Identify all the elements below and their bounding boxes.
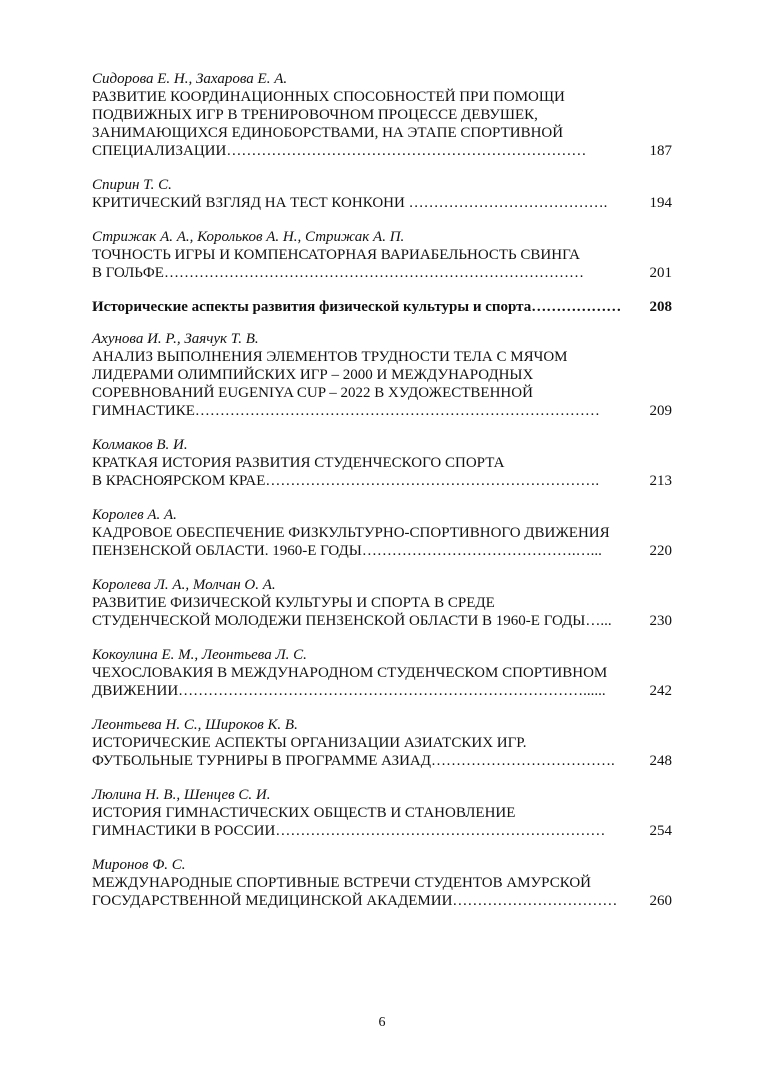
- toc-entry-authors: Леонтьева Н. С., Широков К. В.: [92, 717, 298, 733]
- toc-entry-title: [92, 874, 640, 910]
- toc-entry-title-line: ФУТБОЛЬНЫЕ ТУРНИРЫ В ПРОГРАММЕ АЗИАД……………………………….: [92, 753, 615, 769]
- toc-entry-title-line: ЗАНИМАЮЩИХСЯ ЕДИНОБОРСТВАМИ, НА ЭТАПЕ СПОРТИВНОЙ: [92, 125, 564, 141]
- toc-entry-authors: Сидорова Е. Н., Захарова Е. А.: [92, 71, 288, 87]
- toc-entry-authors: Кокоулина Е. М., Леонтьева Л. С.: [92, 647, 307, 663]
- toc-entry-title-line: ТОЧНОСТЬ ИГРЫ И КОМПЕНСАТОРНАЯ ВАРИАБЕЛЬНОСТЬ СВИНГА: [92, 247, 580, 263]
- toc-entry-page-number: 260: [649, 893, 672, 909]
- toc-entry-title-line: ЧЕХОСЛОВАКИЯ В МЕЖДУНАРОДНОМ СТУДЕНЧЕСКОМ СПОРТИВНОМ: [92, 665, 608, 681]
- toc-entry: [92, 786, 680, 840]
- toc-entry-title: [92, 524, 640, 560]
- toc-entry: [92, 176, 680, 212]
- toc-section-page-number: 208: [649, 299, 672, 315]
- toc-entry-title: [92, 194, 640, 212]
- toc-entry: [92, 436, 680, 490]
- toc-entry-title-line: ГИМНАСТИКИ В РОССИИ…………………………………………………………: [92, 823, 606, 839]
- toc-entry-title-line: ИСТОРИЯ ГИМНАСТИЧЕСКИХ ОБЩЕСТВ И СТАНОВЛЕНИЕ: [92, 805, 516, 821]
- toc-entry-page-number: 248: [649, 753, 672, 769]
- toc-section-title: [92, 298, 640, 316]
- toc-entry-authors: Стрижак А. А., Корольков А. Н., Стрижак А. П.: [92, 229, 405, 245]
- toc-entry: [92, 228, 680, 282]
- toc-section-heading: [92, 298, 680, 316]
- toc-entry-page-number: 230: [649, 613, 672, 629]
- toc-section-title-line: Исторические аспекты развития физической культуры и спорта………………: [92, 299, 622, 315]
- toc-entry-page-number: 254: [649, 823, 672, 839]
- toc-entry-page-number: 213: [649, 473, 672, 489]
- toc-entry-title: [92, 664, 640, 700]
- toc-entry-authors: Колмаков В. И.: [92, 437, 188, 453]
- toc-entry-title-line: КАДРОВОЕ ОБЕСПЕЧЕНИЕ ФИЗКУЛЬТУРНО-СПОРТИВНОГО ДВИЖЕНИЯ: [92, 525, 610, 541]
- toc-entry-title-line: МЕЖДУНАРОДНЫЕ СПОРТИВНЫЕ ВСТРЕЧИ СТУДЕНТОВ АМУРСКОЙ: [92, 875, 592, 891]
- toc-entry-authors: Люлина Н. В., Шенцев С. И.: [92, 787, 271, 803]
- toc-entry-title-line: ПОДВИЖНЫХ ИГР В ТРЕНИРОВОЧНОМ ПРОЦЕССЕ ДЕВУШЕК,: [92, 107, 538, 123]
- toc-entry-title-line: АНАЛИЗ ВЫПОЛНЕНИЯ ЭЛЕМЕНТОВ ТРУДНОСТИ ТЕЛА С МЯЧОМ: [92, 349, 568, 365]
- toc-entry-title: [92, 348, 640, 420]
- toc-entry: [92, 506, 680, 560]
- toc-entry-title-line: СПЕЦИАЛИЗАЦИИ………………………………………………………………: [92, 143, 587, 159]
- toc-entry-authors: Спирин Т. С.: [92, 177, 172, 193]
- toc-entry: [92, 70, 680, 160]
- toc-entry-title-line: КРИТИЧЕСКИЙ ВЗГЛЯД НА ТЕСТ КОНКОНИ ………………………………….: [92, 195, 608, 211]
- table-of-contents: [92, 70, 680, 926]
- toc-entry: [92, 330, 680, 420]
- footer-page-number: 6: [378, 1015, 386, 1030]
- toc-entry-title: [92, 594, 640, 630]
- toc-entry-title-line: ПЕНЗЕНСКОЙ ОБЛАСТИ. 1960-Е ГОДЫ…………………………………….…...: [92, 543, 602, 559]
- toc-entry: [92, 716, 680, 770]
- toc-entry-authors: Ахунова И. Р., Заячук Т. В.: [92, 331, 259, 347]
- toc-entry-page-number: 201: [649, 265, 672, 281]
- toc-entry-title-line: ГОСУДАРСТВЕННОЙ МЕДИЦИНСКОЙ АКАДЕМИИ……………………………: [92, 893, 618, 909]
- toc-entry-title-line: СТУДЕНЧЕСКОЙ МОЛОДЕЖИ ПЕНЗЕНСКОЙ ОБЛАСТИ В 1960-Е ГОДЫ…...: [92, 613, 612, 629]
- toc-entry-title: [92, 454, 640, 490]
- toc-entry-authors: Королев А. А.: [92, 507, 177, 523]
- toc-entry-title: [92, 734, 640, 770]
- toc-entry-page-number: 194: [649, 195, 672, 211]
- toc-entry-title: [92, 804, 640, 840]
- toc-entry-title: [92, 246, 640, 282]
- toc-entry: [92, 576, 680, 630]
- toc-entry-title-line: СОРЕВНОВАНИЙ EUGENIYA CUP – 2022 В ХУДОЖЕСТВЕННОЙ: [92, 385, 533, 401]
- toc-entry-title-line: ЛИДЕРАМИ ОЛИМПИЙСКИХ ИГР – 2000 И МЕЖДУНАРОДНЫХ: [92, 367, 534, 383]
- toc-entry-title-line: КРАТКАЯ ИСТОРИЯ РАЗВИТИЯ СТУДЕНЧЕСКОГО СПОРТА: [92, 455, 505, 471]
- toc-entry-title-line: ИСТОРИЧЕСКИЕ АСПЕКТЫ ОРГАНИЗАЦИИ АЗИАТСКИХ ИГР.: [92, 735, 527, 751]
- toc-entry-page-number: 187: [649, 143, 672, 159]
- toc-entry: [92, 646, 680, 700]
- toc-entry-authors: Миронов Ф. С.: [92, 857, 186, 873]
- toc-entry-title-line: В ГОЛЬФЕ…………………………………………………………………………: [92, 265, 584, 281]
- toc-entry-title-line: РАЗВИТИЕ КООРДИНАЦИОННЫХ СПОСОБНОСТЕЙ ПРИ ПОМОЩИ: [92, 89, 565, 105]
- toc-entry-title-line: ДВИЖЕНИИ………………………………………………………………………......: [92, 683, 606, 699]
- toc-entry-title-line: ГИМНАСТИКЕ………………………………………………………………………: [92, 403, 600, 419]
- toc-entry-page-number: 209: [649, 403, 672, 419]
- toc-entry-authors: Королева Л. А., Молчан О. А.: [92, 577, 276, 593]
- toc-entry: [92, 856, 680, 910]
- toc-entry-page-number: 220: [649, 543, 672, 559]
- toc-entry-title-line: В КРАСНОЯРСКОМ КРАЕ………………………………………………………….: [92, 473, 600, 489]
- toc-entry-title-line: РАЗВИТИЕ ФИЗИЧЕСКОЙ КУЛЬТУРЫ И СПОРТА В СРЕДЕ: [92, 595, 495, 611]
- toc-entry-title: [92, 88, 640, 160]
- toc-entry-page-number: 242: [649, 683, 672, 699]
